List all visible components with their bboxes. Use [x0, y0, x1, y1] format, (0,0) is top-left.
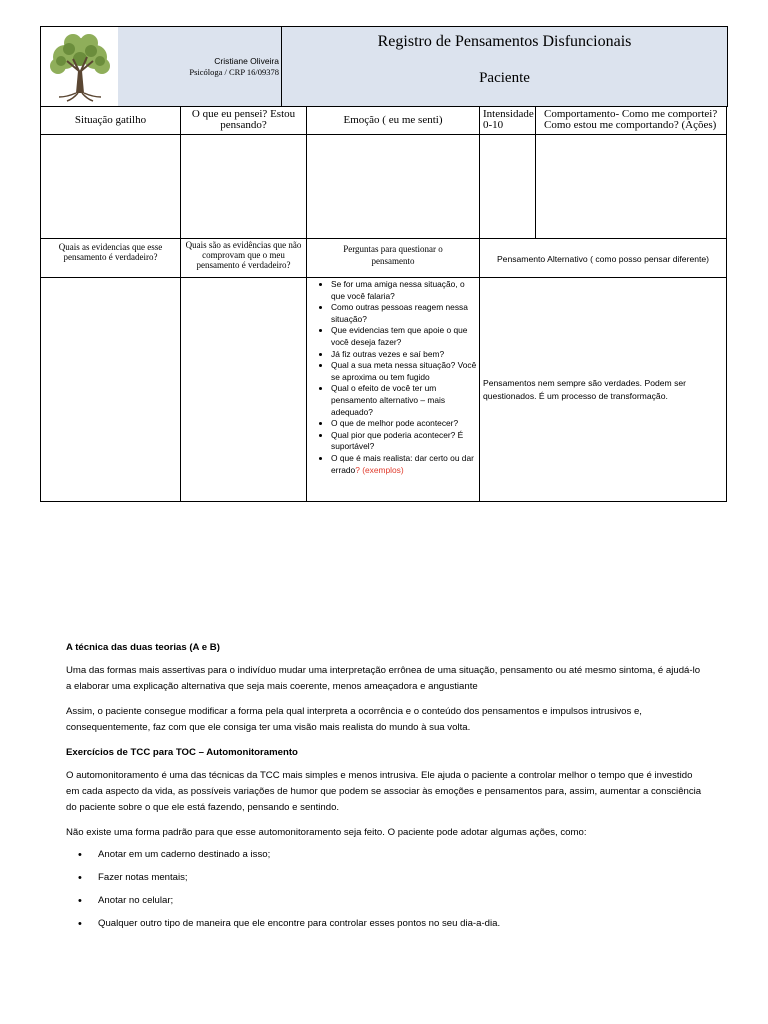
question-item: • Qual a sua meta nessa situação? Você se aproxima ou tem fugido [331, 360, 479, 383]
action-item: • Fazer notas mentais; [66, 870, 706, 886]
header-intensity-label: Intensidade 0-10 [483, 108, 534, 131]
header-questions-label: Perguntas para questionar o pensamento [343, 244, 443, 266]
questions-cell [306, 277, 480, 502]
heading-two-theories: A técnica das duas teorias (A e B) [66, 642, 220, 653]
question-item: • O que de melhor pode acontecer? [331, 418, 479, 430]
header-thought-label: O que eu pensei? Estou pensando? [191, 108, 296, 131]
alternative-thought-text: Pensamentos nem sempre são verdades. Podem ser questionados. É um processo de transformação. [483, 378, 687, 401]
tree-logo [40, 26, 119, 107]
header-cell-emotion [306, 106, 480, 135]
tree-icon [45, 31, 115, 103]
question-item: • Já fiz outras vezes e saí bem? [331, 349, 479, 361]
situation-entry-cell[interactable] [40, 134, 181, 239]
header-behavior-label: Comportamento- Como me comportei? Como estou me comportando? (Ações) [544, 108, 718, 131]
header-cell-questions [306, 238, 480, 278]
evidence-for-entry-cell[interactable] [40, 277, 181, 502]
author-registration: Psicóloga / CRP 16/09378 [189, 67, 279, 77]
behavior-entry-cell[interactable] [535, 134, 727, 239]
thought-record-table [40, 106, 727, 502]
header-cell-intensity [479, 106, 536, 135]
document-title: Registro de Pensamentos Disfuncionais [377, 33, 632, 50]
header-cell-evidence-against [180, 238, 307, 278]
question-item: • O que é mais realista: dar certo ou dar errado? (exemplos) [331, 453, 479, 476]
title-box [281, 26, 728, 107]
header-evidence-for-label: Quais as evidencias que esse pensamento é verdadeiro? [58, 242, 163, 262]
document-subtitle: Paciente [479, 70, 530, 86]
heading-self-monitoring: Exercícios de TCC para TOC – Automonitoramento [66, 747, 298, 758]
header-evidence-against-label: Quais são as evidências que não comprovam que o meu pensamento é verdadeiro? [185, 240, 302, 270]
action-item: • Anotar em um caderno destinado a isso; [66, 847, 706, 863]
header-cell-evidence-for [40, 238, 181, 278]
question-item: • Como outras pessoas reagem nessa situação? [331, 302, 479, 325]
document-header [40, 26, 728, 106]
actions-list [66, 847, 706, 932]
action-item: • Anotar no celular; [66, 893, 706, 909]
question-item: • Qual o efeito de você ter um pensamento alternativo – mais adequado? [331, 383, 479, 418]
article-body [66, 640, 706, 932]
header-cell-alternative [479, 238, 727, 278]
header-cell-situation [40, 106, 181, 135]
header-cell-behavior [535, 106, 727, 135]
question-item: • Que evidencias tem que apoie o que você deseja fazer? [331, 325, 479, 348]
author-name: Cristiane Oliveira [214, 56, 279, 66]
header-cell-thought [180, 106, 307, 135]
author-info [118, 26, 281, 107]
header-emotion-label: Emoção ( eu me senti) [343, 114, 443, 126]
action-item: • Qualquer outro tipo de maneira que ele encontre para controlar esses pontos no seu dia-a-dia. [66, 916, 706, 932]
intensity-entry-cell[interactable] [479, 134, 536, 239]
paragraph-2: Assim, o paciente consegue modificar a forma pela qual interpreta a ocorrência e o conteúdo dos pensamentos e impulsos intrusivos e, consequentemente, faz com que ele consiga ter uma visão mais realista do mundo à sua volta. [66, 706, 642, 733]
question-item: • Se for uma amiga nessa situação, o que você falaria? [331, 279, 479, 302]
evidence-against-entry-cell[interactable] [180, 277, 307, 502]
examples-note: ? (exemplos) [355, 464, 404, 475]
header-alternative-label: Pensamento Alternativo ( como posso pensar diferente) [496, 254, 710, 264]
paragraph-3: O automonitoramento é uma das técnicas da TCC mais simples e menos intrusiva. Ele ajuda o paciente a controlar melhor o tempo que é investido em cada aspecto da vida, as possíveis variações de humor que podem se associar às emoções e pensamentos para, assim, aumentar a consciência do paciente sobre o que ele está fazendo, pensando e sentindo. [66, 770, 702, 813]
paragraph-4: Não existe uma forma padrão para que esse automonitoramento seja feito. O paciente pode adotar algumas ações, como: [66, 827, 587, 838]
questions-list [307, 279, 479, 476]
emotion-entry-cell[interactable] [306, 134, 480, 239]
header-situation-label: Situação gatilho [74, 114, 147, 126]
alternative-thought-cell[interactable] [479, 277, 727, 502]
paragraph-1: Uma das formas mais assertivas para o indivíduo mudar uma interpretação errônea de uma situação, pensamento ou até mesmo sintoma, é ajudá-lo a elaborar uma explicação alternativa que seja mais coerente, menos ameaçadora e angustiante [66, 665, 701, 692]
thought-entry-cell[interactable] [180, 134, 307, 239]
question-item: • Qual pior que poderia acontecer? É suportável? [331, 430, 479, 453]
